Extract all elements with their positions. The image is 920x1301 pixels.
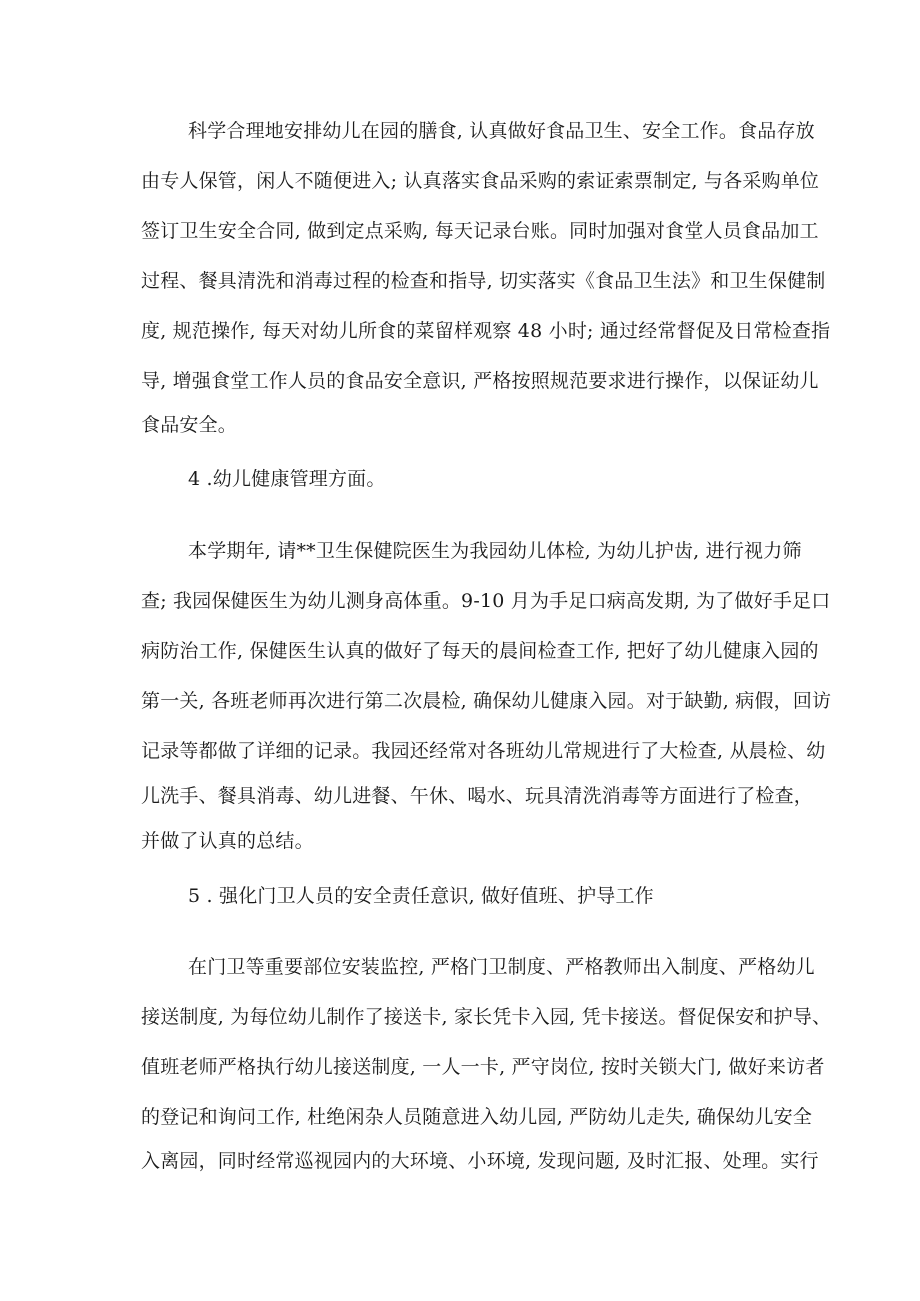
- paragraph-line: 签订卫生安全合同, 做到定点采购, 每天记录台账。同时加强对食堂人员食品加工: [141, 220, 819, 242]
- paragraph-line: 病防治工作, 保健医生认真的做好了每天的晨间检查工作, 把好了幼儿健康入园的: [141, 640, 819, 662]
- paragraph-line: 入离园，同时经常巡视园内的大环境、小环境, 发现问题, 及时汇报、处理。实行: [141, 1150, 819, 1172]
- paragraph-line: 过程、餐具清洗和消毒过程的检查和指导, 切实落实《食品卫生法》和卫生保健制: [141, 270, 826, 292]
- paragraph-line: 食品安全。: [141, 414, 238, 436]
- paragraph-line: 度, 规范操作, 每天对幼儿所食的菜留样观察 48 小时; 通过经常督促及日常检查指: [141, 320, 831, 342]
- paragraph-line: 在门卫等重要部位安装监控, 严格门卫制度、严格教师出入制度、严格幼儿: [188, 956, 815, 978]
- paragraph-line: 并做了认真的总结。: [141, 830, 314, 852]
- section-heading: 4 .幼儿健康管理方面。: [188, 468, 386, 490]
- paragraph-line: 记录等都做了详细的记录。我园还经常对各班幼儿常规进行了大检查, 从晨检、幼: [141, 740, 826, 762]
- paragraph-line: 导, 增强食堂工作人员的食品安全意识, 严格按照规范要求进行操作，以保证幼儿: [141, 370, 819, 392]
- paragraph-line: 值班老师严格执行幼儿接送制度, 一人一卡, 严守岗位, 按时关锁大门, 做好来访者: [141, 1056, 825, 1078]
- paragraph-line: 本学期年, 请**卫生保健院医生为我园幼儿体检, 为幼儿护齿, 进行视力筛: [188, 540, 802, 562]
- paragraph-line: 儿洗手、餐具消毒、幼儿进餐、午休、喝水、玩具清洗消毒等方面进行了检查，: [141, 785, 814, 807]
- paragraph-line: 接送制度, 为每位幼儿制作了接送卡, 家长凭卡入园, 凭卡接送。督促保安和护导、: [141, 1006, 832, 1028]
- paragraph-line: 查; 我园保健医生为幼儿测身高体重。9-10 月为手足口病高发期, 为了做好手足口: [141, 590, 831, 612]
- section-heading: 5 . 强化门卫人员的安全责任意识, 做好值班、护导工作: [188, 885, 654, 907]
- paragraph-line: 第一关, 各班老师再次进行第二次晨检, 确保幼儿健康入园。对于缺勤, 病假，回访: [141, 690, 832, 712]
- paragraph-line: 的登记和询问工作, 杜绝闲杂人员随意进入幼儿园, 严防幼儿走失, 确保幼儿安全: [141, 1106, 813, 1128]
- paragraph-line: 由专人保管，闲人不随便进入; 认真落实食品采购的索证索票制定, 与各采购单位: [141, 170, 820, 192]
- paragraph-line: 科学合理地安排幼儿在园的膳食, 认真做好食品卫生、安全工作。食品存放: [188, 120, 815, 142]
